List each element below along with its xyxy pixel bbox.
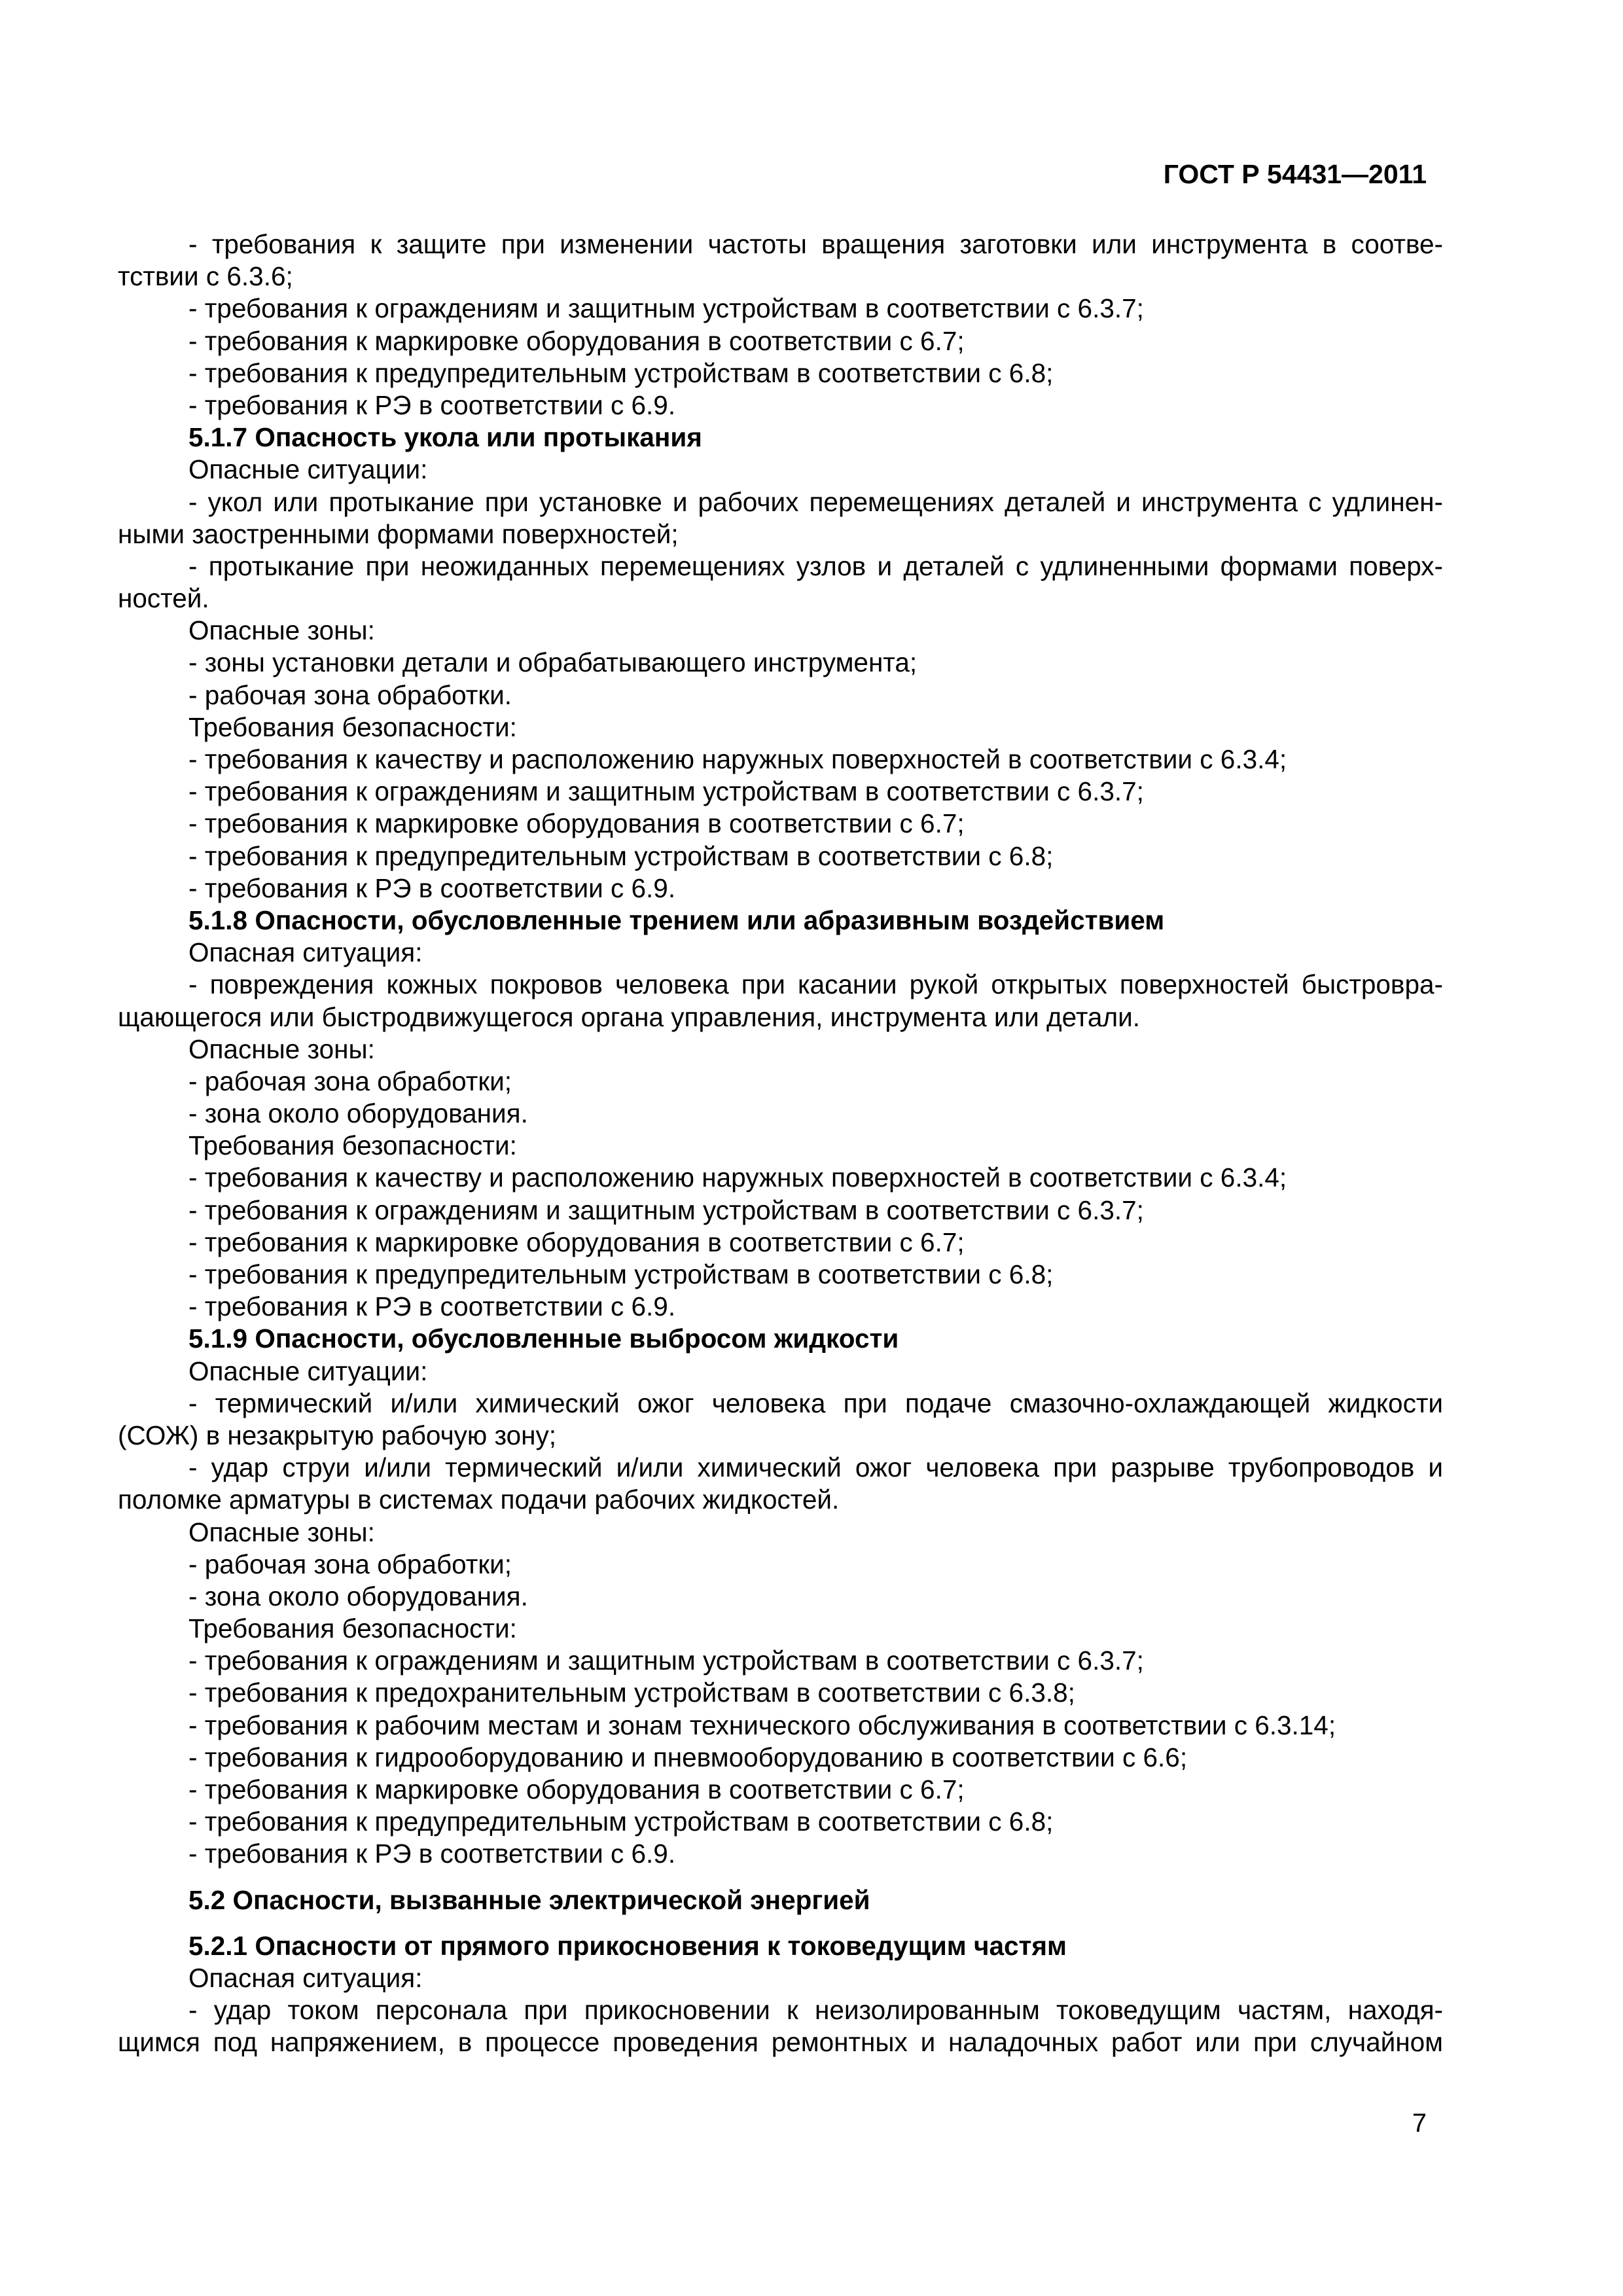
text-line: - рабочая зона обработки. bbox=[188, 679, 512, 710]
text-line: тствии с 6.3.6; bbox=[118, 261, 293, 292]
text-line: - требования к рабочим местам и зонам технического обслуживания в соответствии с 6.3.14; bbox=[188, 1710, 1336, 1740]
text-line: - требования к РЭ в соответствии с 6.9. bbox=[188, 872, 676, 903]
text-line: - требования к РЭ в соответствии с 6.9. bbox=[188, 389, 676, 420]
text-line: - требования к предохранительным устройствам в соответствии с 6.3.8; bbox=[188, 1677, 1075, 1708]
text-line: Опасная ситуация: bbox=[188, 937, 423, 968]
page-number: 7 bbox=[1412, 2109, 1427, 2138]
text-line: - термический и/или химический ожог человека при подаче смазочно-охлаждающей жидкости bbox=[188, 1388, 1443, 1418]
text-line: - требования к качеству и расположению наружных поверхностей в соответствии с 6.3.4; bbox=[188, 744, 1287, 774]
text-line: Опасные зоны: bbox=[188, 1033, 375, 1064]
section-heading: 5.1.9 Опасности, обусловленные выбросом жидкости bbox=[188, 1323, 899, 1354]
text-line: - требования к предупредительным устройствам в соответствии с 6.8; bbox=[188, 1259, 1054, 1289]
text-line: Опасные ситуации: bbox=[188, 1355, 428, 1386]
text-line: Опасные зоны: bbox=[188, 1516, 375, 1547]
text-line: - требования к маркировке оборудования в соответствии с 6.7; bbox=[188, 1774, 965, 1804]
text-line: - требования к маркировке оборудования в соответствии с 6.7; bbox=[188, 1227, 965, 1257]
text-line: - зоны установки детали и обрабатывающего инструмента; bbox=[188, 647, 918, 678]
text-line: - требования к ограждениям и защитным устройствам в соответствии с 6.3.7; bbox=[188, 776, 1144, 807]
section-heading: 5.1.8 Опасности, обусловленные трением или абразивным воздействием bbox=[188, 905, 1165, 935]
text-line: - требования к маркировке оборудования в соответствии с 6.7; bbox=[188, 325, 965, 356]
text-line: (СОЖ) в незакрытую рабочую зону; bbox=[118, 1420, 557, 1450]
document-body bbox=[118, 228, 1443, 2059]
text-line: Опасные ситуации: bbox=[188, 454, 428, 485]
text-line: - зона около оборудования. bbox=[188, 1098, 528, 1129]
text-line: - требования к РЭ в соответствии с 6.9. bbox=[188, 1839, 676, 1869]
text-line: - требования к ограждениям и защитным устройствам в соответствии с 6.3.7; bbox=[188, 1194, 1144, 1225]
section-heading: 5.2 Опасности, вызванные электрической энергией bbox=[188, 1884, 870, 1915]
section-heading: 5.1.7 Опасность укола или протыкания bbox=[188, 422, 702, 453]
text-line: - требования к гидрооборудованию и пневмооборудованию в соответствии с 6.6; bbox=[188, 1742, 1188, 1772]
text-line: - удар струи и/или термический и/или химический ожог человека при разрыве трубопроводов и bbox=[188, 1452, 1443, 1483]
text-line: поломке арматуры в системах подачи рабочих жидкостей. bbox=[118, 1484, 840, 1515]
text-line: Требования безопасности: bbox=[188, 1130, 517, 1161]
text-line: - укол или протыкание при установке и рабочих перемещениях деталей и инструмента с удлинен- bbox=[188, 486, 1443, 517]
text-line: - требования к ограждениям и защитным устройствам в соответствии с 6.3.7; bbox=[188, 293, 1144, 324]
text-line: Требования безопасности: bbox=[188, 1613, 517, 1644]
text-line: Опасная ситуация: bbox=[188, 1962, 423, 1993]
text-line: - требования к предупредительным устройствам в соответствии с 6.8; bbox=[188, 1806, 1054, 1837]
text-line: - требования к предупредительным устройствам в соответствии с 6.8; bbox=[188, 840, 1054, 871]
text-line: ностей. bbox=[118, 583, 209, 614]
text-line: - требования к РЭ в соответствии с 6.9. bbox=[188, 1291, 676, 1322]
text-line: - зона около оборудования. bbox=[188, 1581, 528, 1611]
text-line: Требования безопасности: bbox=[188, 711, 517, 742]
text-line: - повреждения кожных покровов человека при касании рукой открытых поверхностей быстровра- bbox=[188, 969, 1443, 1000]
standard-number-header: ГОСТ Р 54431—2011 bbox=[1163, 159, 1427, 189]
text-line: - требования к качеству и расположению наружных поверхностей в соответствии с 6.3.4; bbox=[188, 1162, 1287, 1193]
section-heading: 5.2.1 Опасности от прямого прикосновения к токоведущим частям bbox=[188, 1930, 1067, 1961]
text-line: Опасные зоны: bbox=[188, 615, 375, 646]
text-line: - рабочая зона обработки; bbox=[188, 1549, 512, 1579]
text-line: - рабочая зона обработки; bbox=[188, 1066, 512, 1096]
text-line: - требования к маркировке оборудования в соответствии с 6.7; bbox=[188, 808, 965, 839]
text-line: - протыкание при неожиданных перемещениях узлов и деталей с удлиненными формами поверх- bbox=[188, 550, 1443, 581]
text-line: щающегося или быстродвижущегося органа управления, инструмента или детали. bbox=[118, 1001, 1140, 1032]
text-line: - требования к защите при изменении частоты вращения заготовки или инструмента в соотве- bbox=[188, 229, 1443, 259]
text-line: - требования к ограждениям и защитным устройствам в соответствии с 6.3.7; bbox=[188, 1645, 1144, 1676]
text-line: - удар током персонала при прикосновении к неизолированным токоведущим частям, находя- bbox=[188, 1995, 1443, 2026]
text-line: щимся под напряжением, в процессе проведения ремонтных и наладочных работ или при случайном bbox=[118, 2027, 1443, 2058]
text-line: - требования к предупредительным устройствам в соответствии с 6.8; bbox=[188, 357, 1054, 388]
text-line: ными заостренными формами поверхностей; bbox=[118, 518, 679, 549]
